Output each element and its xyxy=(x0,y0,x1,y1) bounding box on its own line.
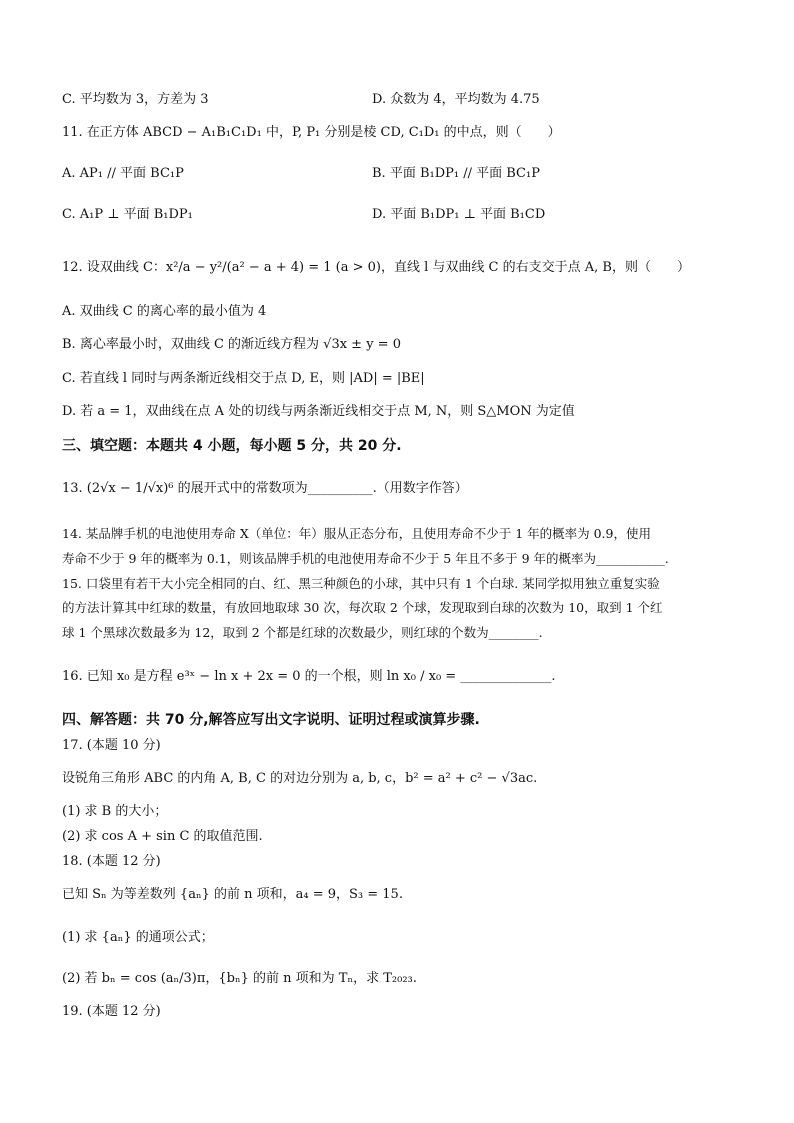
option-c-q11: C. A₁P ⊥ 平面 B₁DP₁ xyxy=(62,207,193,222)
question-17-part-2: (2) 求 cos A + sin C 的取值范围. xyxy=(62,829,263,844)
question-17-part-1: (1) 求 B 的大小； xyxy=(62,804,168,819)
question-15-line-1: 15. 口袋里有若干大小完全相同的白、红、黑三种颜色的小球，其中只有 1 个白球. 某同学拟用独立重复实验 xyxy=(62,576,660,591)
option-b-q11: B. 平面 B₁DP₁ // 平面 BC₁P xyxy=(372,166,540,181)
question-13: 13. (2√x − 1/√x)⁶ 的展开式中的常数项为__________.（用数字作答） xyxy=(62,481,468,496)
question-15-line-3: 球 1 个黑球次数最多为 12，取到 2 个都是红球的次数最少，则红球的个数为________. xyxy=(62,625,543,640)
question-11: 11. 在正方体 ABCD − A₁B₁C₁D₁ 中，P, P₁ 分别是棱 CD, C₁D₁ 的中点，则（ ） xyxy=(62,125,561,140)
question-18-part-1: (1) 求 {aₙ} 的通项公式； xyxy=(62,930,214,945)
question-16: 16. 已知 x₀ 是方程 e³ˣ − ln x + 2x = 0 的一个根，则 ln x₀ / x₀ = ______________. xyxy=(62,669,556,684)
section-heading-solutions: 四、解答题：共 70 分,解答应写出文字说明、证明过程或演算步骤. xyxy=(62,712,480,728)
question-17-header: 17. (本题 10 分) xyxy=(62,738,161,753)
section-heading-fill-in: 三、填空题：本题共 4 小题，每小题 5 分，共 20 分. xyxy=(62,438,402,454)
option-a-q11: A. AP₁ // 平面 BC₁P xyxy=(62,166,184,181)
question-18-part-2: (2) 若 bₙ = cos (aₙ/3)π，{bₙ} 的前 n 项和为 Tₙ，求 T₂₀₂₃. xyxy=(62,971,417,986)
option-c-q10: C. 平均数为 3，方差为 3 xyxy=(62,92,209,107)
question-15-line-2: 的方法计算其中红球的数量，有放回地取球 30 次，每次取 2 个球，发现取到白球的次数为 10，取到 1 个红 xyxy=(62,600,663,615)
option-a-q12: A. 双曲线 C 的离心率的最小值为 4 xyxy=(62,304,267,319)
question-19-header: 19. (本题 12 分) xyxy=(62,1004,161,1019)
question-12: 12. 设双曲线 C：x²/a − y²/(a² − a + 4) = 1 (a > 0)，直线 l 与双曲线 C 的右支交于点 A, B，则（ ） xyxy=(62,260,690,275)
question-14-line-1: 14. 某品牌手机的电池使用寿命 X（单位：年）服从正态分布，且使用寿命不少于 1 年的概率为 0.9，使用 xyxy=(62,526,651,541)
option-d-q11: D. 平面 B₁DP₁ ⊥ 平面 B₁CD xyxy=(372,207,546,222)
option-b-q12: B. 离心率最小时，双曲线 C 的渐近线方程为 √3x ± y = 0 xyxy=(62,337,401,352)
question-18-stem: 已知 Sₙ 为等差数列 {aₙ} 的前 n 项和，a₄ = 9，S₃ = 15. xyxy=(62,887,403,902)
question-14-line-2: 寿命不少于 9 年的概率为 0.1，则该品牌手机的电池使用寿命不少于 5 年且不多于 9 年的概率为___________. xyxy=(62,551,669,566)
question-18-header: 18. (本题 12 分) xyxy=(62,854,161,869)
option-d-q12: D. 若 a = 1，双曲线在点 A 处的切线与两条渐近线相交于点 M, N，则 S△MON 为定值 xyxy=(62,404,575,419)
question-17-stem: 设锐角三角形 ABC 的内角 A, B, C 的对边分别为 a, b, c，b² = a² + c² − √3ac. xyxy=(62,771,538,786)
option-d-q10: D. 众数为 4，平均数为 4.75 xyxy=(372,92,540,107)
option-c-q12: C. 若直线 l 同时与两条渐近线相交于点 D, E，则 |AD| = |BE| xyxy=(62,371,425,386)
